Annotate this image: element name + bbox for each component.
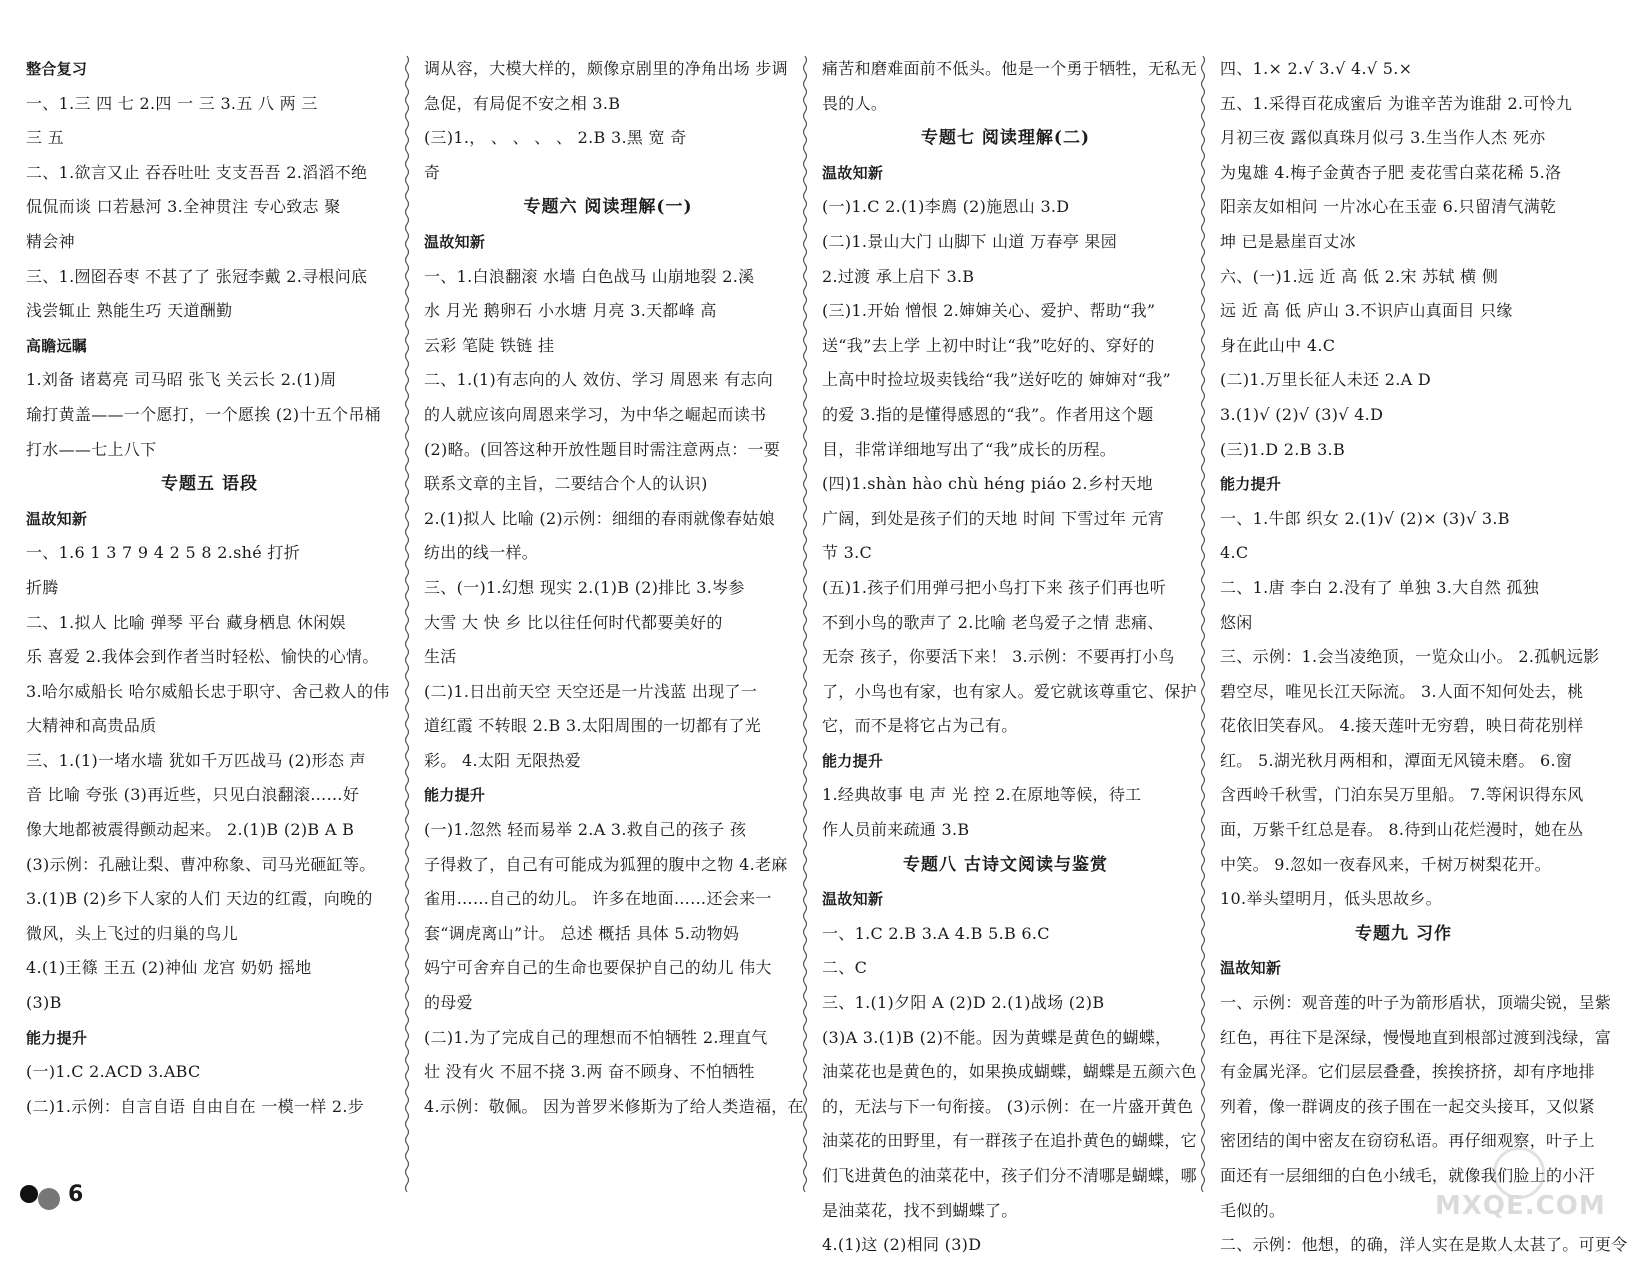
answer-line: 一、示例：观音莲的叶子为箭形盾状，顶端尖锐，呈紫 bbox=[1220, 993, 1612, 1013]
topic-title: 专题五 语段 bbox=[161, 474, 258, 495]
answer-line: 红色，再往下是深绿，慢慢地直到根部过渡到浅绿，富 bbox=[1220, 1027, 1612, 1047]
answer-line: (五)1.孩子们用弹弓把小鸟打下来 孩子们再也听 bbox=[822, 577, 1167, 597]
answer-line: 急促，有局促不安之相 3.B bbox=[424, 93, 621, 113]
topic-title: 专题六 阅读理解(一) bbox=[523, 197, 693, 218]
answer-line: (3)示例：孔融让梨、曹冲称象、司马光砸缸等。 bbox=[26, 854, 376, 874]
answer-line: 4.示例：敬佩。 因为普罗米修斯为了给人类造福，在 bbox=[424, 1096, 804, 1116]
answer-line: 像大地都被震得颤动起来。 2.(1)B (2)B A B bbox=[26, 820, 355, 840]
answer-line: 三 五 bbox=[26, 128, 64, 148]
answer-line: 奇 bbox=[424, 162, 441, 182]
answer-line: 3.哈尔威船长 哈尔威船长忠于职守、舍己救人的伟 bbox=[26, 681, 390, 701]
answer-line: 乐 喜爱 2.我体会到作者当时轻松、愉快的心情。 bbox=[26, 647, 379, 667]
answer-line: 壮 没有火 不屈不挠 3.两 奋不顾身、不怕牺牲 bbox=[424, 1062, 755, 1082]
answer-line: 二、示例：他想，的确，洋人实在是欺人太甚了。可更令 bbox=[1220, 1235, 1628, 1255]
answer-line: 月初三夜 露似真珠月似弓 3.生当作人杰 死亦 bbox=[1220, 128, 1546, 148]
section-heading: 高瞻远瞩 bbox=[26, 336, 88, 355]
answer-line: 有金属光泽。它们层层叠叠，挨挨挤挤，却有序地排 bbox=[1220, 1062, 1595, 1082]
answer-line: 2.(1)拟人 比喻 (2)示例：细细的春雨就像春姑娘 bbox=[424, 508, 775, 528]
answer-line: 是油菜花，找不到蝴蝶了。 bbox=[822, 1200, 1018, 1220]
answer-line: 的，无法与下一句衔接。 (3)示例：在一片盛开黄色 bbox=[822, 1096, 1194, 1116]
answer-line: (三)1.， 、 、 、 、 2.B 3.黑 宽 奇 bbox=[424, 128, 687, 148]
answer-line: 三、1.(1)一堵水墙 犹如千万匹战马 (2)形态 声 bbox=[26, 750, 366, 770]
answer-line: (三)1.D 2.B 3.B bbox=[1220, 439, 1345, 459]
watermark bbox=[1435, 1145, 1606, 1223]
answer-line: 三、1.囫囵吞枣 不甚了了 张冠李戴 2.寻根问底 bbox=[26, 266, 368, 286]
answer-line: 道红霞 不转眼 2.B 3.太阳周围的一切都有了光 bbox=[424, 716, 762, 736]
page-number-text: 6 bbox=[68, 1181, 84, 1207]
section-heading: 温故知新 bbox=[822, 163, 884, 182]
answer-line: 了，小鸟也有家，也有家人。爱它就该尊重它、保护 bbox=[822, 681, 1197, 701]
topic-title: 专题七 阅读理解(二) bbox=[920, 128, 1090, 149]
answer-line: 油菜花的田野里，有一群孩子在追扑黄色的蝴蝶，它 bbox=[822, 1131, 1197, 1151]
answer-line: 一、1.三 四 七 2.四 一 三 3.五 八 两 三 bbox=[26, 93, 318, 113]
answer-line: 悠闲 bbox=[1220, 612, 1253, 632]
section-heading: 温故知新 bbox=[26, 509, 88, 528]
answer-line: 联系文章的主旨，二要结合个人的认识) bbox=[424, 474, 708, 494]
answer-line: 3.(1)B (2)乡下人家的人们 天边的红霞，向晚的 bbox=[26, 889, 373, 909]
answer-line: 面还有一层细细的白色小绒毛，就像我们脸上的小汗 bbox=[1220, 1166, 1595, 1185]
answer-line: 二、1.唐 李白 2.没有了 单独 3.大自然 孤独 bbox=[1220, 577, 1540, 597]
answer-line: 浅尝辄止 熟能生巧 天道酬勤 bbox=[26, 301, 233, 321]
answer-line: 二、1.拟人 比喻 弹琴 平台 藏身栖息 休闲娱 bbox=[26, 612, 346, 632]
answer-line: 六、(一)1.远 近 高 低 2.宋 苏轼 横 侧 bbox=[1220, 266, 1499, 286]
answer-line: 面，万紫千红总是春。 8.待到山花烂漫时，她在丛 bbox=[1220, 820, 1584, 840]
answer-line: 坤 已是悬崖百丈冰 bbox=[1220, 231, 1356, 251]
answer-line: 纺出的线一样。 bbox=[424, 543, 539, 563]
page-dot-icon bbox=[20, 1185, 38, 1203]
section-heading: 能力提升 bbox=[424, 786, 486, 805]
answer-line: (一)1.C 2.ACD 3.ABC bbox=[26, 1062, 201, 1082]
answer-line: 2.过渡 承上启下 3.B bbox=[822, 266, 975, 286]
answer-line: 1.经典故事 电 声 光 控 2.在原地等候，待工 bbox=[822, 785, 1142, 805]
answer-line: (三)1.开始 憎恨 2.婶婶关心、爱护、帮助“我” bbox=[822, 301, 1156, 321]
watermark-text: MXQE.COM bbox=[1435, 1191, 1606, 1221]
answer-line: 碧空尽，唯见长江天际流。 3.人面不知何处去，桃 bbox=[1220, 681, 1584, 701]
answer-line: 一、1.白浪翻滚 水墙 白色战马 山崩地裂 2.溪 bbox=[424, 266, 755, 286]
answer-line: 们飞进黄色的油菜花中，孩子们分不清哪是蝴蝶，哪 bbox=[822, 1166, 1197, 1185]
answer-line: (二)1.日出前天空 天空还是一片浅蓝 出现了一 bbox=[424, 681, 758, 701]
answer-line: 大雪 大 快 乡 比以往任何时代都要美好的 bbox=[424, 612, 723, 632]
answer-line: (3)A 3.(1)B (2)不能。因为黄蝶是黄色的蝴蝶， bbox=[822, 1027, 1172, 1047]
answer-line: 三、示例：1.会当凌绝顶，一览众山小。 2.孤帆远影 bbox=[1220, 647, 1600, 667]
section-heading: 温故知新 bbox=[424, 232, 486, 251]
section-heading: 能力提升 bbox=[822, 751, 884, 770]
answer-line: 为鬼雄 4.梅子金黄杏子肥 麦花雪白菜花稀 5.洛 bbox=[1220, 162, 1562, 182]
answer-line: 音 比喻 夸张 (3)再近些，只见白浪翻滚……好 bbox=[26, 785, 360, 805]
answer-line: 中笑。 9.忽如一夜春风来，千树万树梨花开。 bbox=[1220, 854, 1551, 874]
answer-line: 水 月光 鹅卵石 小水塘 月亮 3.天都峰 高 bbox=[424, 301, 717, 321]
answer-line: 4.C bbox=[1220, 543, 1249, 563]
section-heading: 温故知新 bbox=[1220, 959, 1282, 978]
answer-line: 雀用……自己的幼儿。 许多在地面……还会来一 bbox=[424, 889, 772, 909]
answer-line: (二)1.示例：自言自语 自由自在 一模一样 2.步 bbox=[26, 1096, 365, 1116]
answer-column-2 bbox=[424, 52, 804, 1182]
answer-line: 3.(1)√ (2)√ (3)√ 4.D bbox=[1220, 404, 1384, 424]
answer-line: 它，而不是将它占为己有。 bbox=[822, 716, 1018, 736]
answer-line: 10.举头望明月，低头思故乡。 bbox=[1220, 889, 1442, 909]
answer-line: 一、1.C 2.B 3.A 4.B 5.B 6.C bbox=[822, 923, 1050, 943]
answer-line: (一)1.忽然 轻而易举 2.A 3.救自己的孩子 孩 bbox=[424, 820, 747, 840]
answer-line: 无奈 孩子，你要活下来！ 3.示例：不要再打小鸟 bbox=[822, 647, 1175, 667]
answer-line: 痛苦和磨难面前不低头。他是一个勇于牺牲，无私无 bbox=[822, 59, 1197, 78]
answer-line: 节 3.C bbox=[822, 543, 873, 563]
answer-line: 广阔，到处是孩子们的天地 时间 下雪过年 元宵 bbox=[822, 508, 1165, 528]
answer-line: 彩。 4.太阳 无限热爱 bbox=[424, 750, 582, 770]
answer-line: 身在此山中 4.C bbox=[1220, 335, 1336, 355]
answer-line: 调从容，大模大样的，颇像京剧里的净角出场 步调 bbox=[424, 59, 788, 78]
section-heading: 温故知新 bbox=[822, 890, 884, 909]
column-separator bbox=[1199, 56, 1207, 1186]
answer-line: 五、1.采得百花成蜜后 为谁辛苦为谁甜 2.可怜九 bbox=[1220, 93, 1573, 113]
answer-line: 大精神和高贵品质 bbox=[26, 716, 157, 736]
answer-line: 生活 bbox=[424, 647, 457, 667]
answer-line: 一、1.6 1 3 7 9 4 2 5 8 2.shé 打折 bbox=[26, 543, 300, 563]
answer-line: 妈宁可舍弃自己的生命也要保护自己的幼儿 伟大 bbox=[424, 958, 772, 978]
answer-line: 的人就应该向周恩来学习，为中华之崛起而读书 bbox=[424, 404, 767, 424]
section-heading: 能力提升 bbox=[1220, 475, 1282, 494]
section-heading: 整合复习 bbox=[26, 60, 88, 78]
answer-line: 远 近 高 低 庐山 3.不识庐山真面目 只缘 bbox=[1220, 301, 1513, 321]
answer-line: 作人员前来疏通 3.B bbox=[822, 820, 970, 840]
column-separator bbox=[403, 56, 411, 1186]
answer-line: (2)略。(回答这种开放性题目时需注意两点：一要 bbox=[424, 439, 781, 459]
answer-line: 4.(1)这 (2)相同 (3)D bbox=[822, 1235, 982, 1255]
answer-line: 精会神 bbox=[26, 231, 75, 251]
answer-line: 的爱 3.指的是懂得感恩的“我”。作者用这个题 bbox=[822, 404, 1154, 424]
answer-line: 含西岭千秋雪，门泊东吴万里船。 7.等闲识得东风 bbox=[1220, 785, 1584, 805]
answer-line: 密团结的闺中密友在窃窃私语。再仔细观察，叶子上 bbox=[1220, 1131, 1595, 1151]
answer-line: 微风，头上飞过的归巢的鸟儿 bbox=[26, 923, 238, 943]
answer-line: 上高中时捡垃圾卖钱给“我”送好吃的 婶婶对“我” bbox=[822, 370, 1172, 390]
answer-line: 4.(1)王篠 王五 (2)神仙 龙宫 奶奶 摇地 bbox=[26, 958, 312, 978]
answer-line: 云彩 笔陡 铁链 挂 bbox=[424, 335, 555, 355]
answer-line: 二、C bbox=[822, 958, 868, 978]
answer-line: 不到小鸟的歌声了 2.比喻 老鸟爱子之情 悲痛、 bbox=[822, 612, 1164, 632]
answer-line: 套“调虎离山”计。 总述 概括 具体 5.动物妈 bbox=[424, 923, 740, 943]
answer-line: 阳亲友如相问 一片冰心在玉壶 6.只留清气满乾 bbox=[1220, 197, 1557, 217]
answer-line: 目，非常详细地写出了“我”成长的历程。 bbox=[822, 439, 1117, 459]
answer-line: 二、1.(1)有志向的人 效仿、学习 周恩来 有志向 bbox=[424, 370, 773, 390]
answer-column-1 bbox=[26, 52, 393, 1182]
answer-line: 的母爱 bbox=[424, 993, 473, 1013]
answer-line: 二、1.欲言又止 吞吞吐吐 支支吾吾 2.滔滔不绝 bbox=[26, 162, 368, 182]
answer-line: 四、1.× 2.√ 3.√ 4.√ 5.× bbox=[1220, 59, 1413, 78]
answer-line: 打水——七上八下 bbox=[26, 439, 157, 459]
section-heading: 能力提升 bbox=[26, 1028, 88, 1047]
answer-line: 1.刘备 诸葛亮 司马昭 张飞 关云长 2.(1)周 bbox=[26, 370, 337, 390]
answer-line: 油菜花也是黄色的，如果换成蝴蝶，蝴蝶是五颜六色 bbox=[822, 1062, 1197, 1082]
answer-line: 红。 5.湖光秋月两相和，潭面无风镜未磨。 6.窗 bbox=[1220, 750, 1573, 770]
answer-line: (二)1.景山大门 山脚下 山道 万春亭 果园 bbox=[822, 231, 1117, 251]
answer-line: (二)1.为了完成自己的理想而不怕牺牲 2.理直气 bbox=[424, 1027, 768, 1047]
answer-line: (一)1.C 2.(1)李廌 (2)施恩山 3.D bbox=[822, 197, 1070, 217]
page-dot-icon bbox=[38, 1188, 60, 1210]
answer-line: 送“我”去上学 上初中时让“我”吃好的、穿好的 bbox=[822, 335, 1155, 355]
topic-title: 专题八 古诗文阅读与鉴赏 bbox=[903, 854, 1108, 875]
answer-line: 子得救了，自己有可能成为狐狸的腹中之物 4.老麻 bbox=[424, 854, 788, 874]
answer-line: 毛似的。 bbox=[1220, 1200, 1286, 1220]
answer-line: 一、1.牛郎 织女 2.(1)√ (2)× (3)√ 3.B bbox=[1220, 508, 1510, 528]
answer-line: (3)B bbox=[26, 993, 62, 1013]
answer-column-3 bbox=[822, 52, 1197, 1255]
answer-line: 瑜打黄盖——一个愿打，一个愿挨 (2)十五个吊桶 bbox=[26, 404, 381, 424]
answer-line: (四)1.shàn hào chù héng piáo 2.乡村天地 bbox=[822, 474, 1153, 494]
answer-line: 花依旧笑春风。 4.接天莲叶无穷碧，映日荷花别样 bbox=[1220, 716, 1584, 736]
answer-line: 三、(一)1.幻想 现实 2.(1)B (2)排比 3.岑参 bbox=[424, 577, 745, 597]
page-number bbox=[20, 1178, 83, 1210]
answer-line: 畏的人。 bbox=[822, 93, 888, 113]
answer-line: 侃侃而谈 口若悬河 3.全神贯注 专心致志 聚 bbox=[26, 197, 341, 217]
answer-line: 折腾 bbox=[26, 577, 59, 597]
answer-line: 三、1.(1)夕阳 A (2)D 2.(1)战场 (2)B bbox=[822, 993, 1105, 1013]
column-separator bbox=[801, 56, 809, 1186]
answer-line: 列着，像一群调皮的孩子围在一起交头接耳，又似紧 bbox=[1220, 1096, 1595, 1116]
topic-title: 专题九 习作 bbox=[1355, 923, 1452, 944]
answer-line: (二)1.万里长征人未还 2.A D bbox=[1220, 370, 1431, 390]
